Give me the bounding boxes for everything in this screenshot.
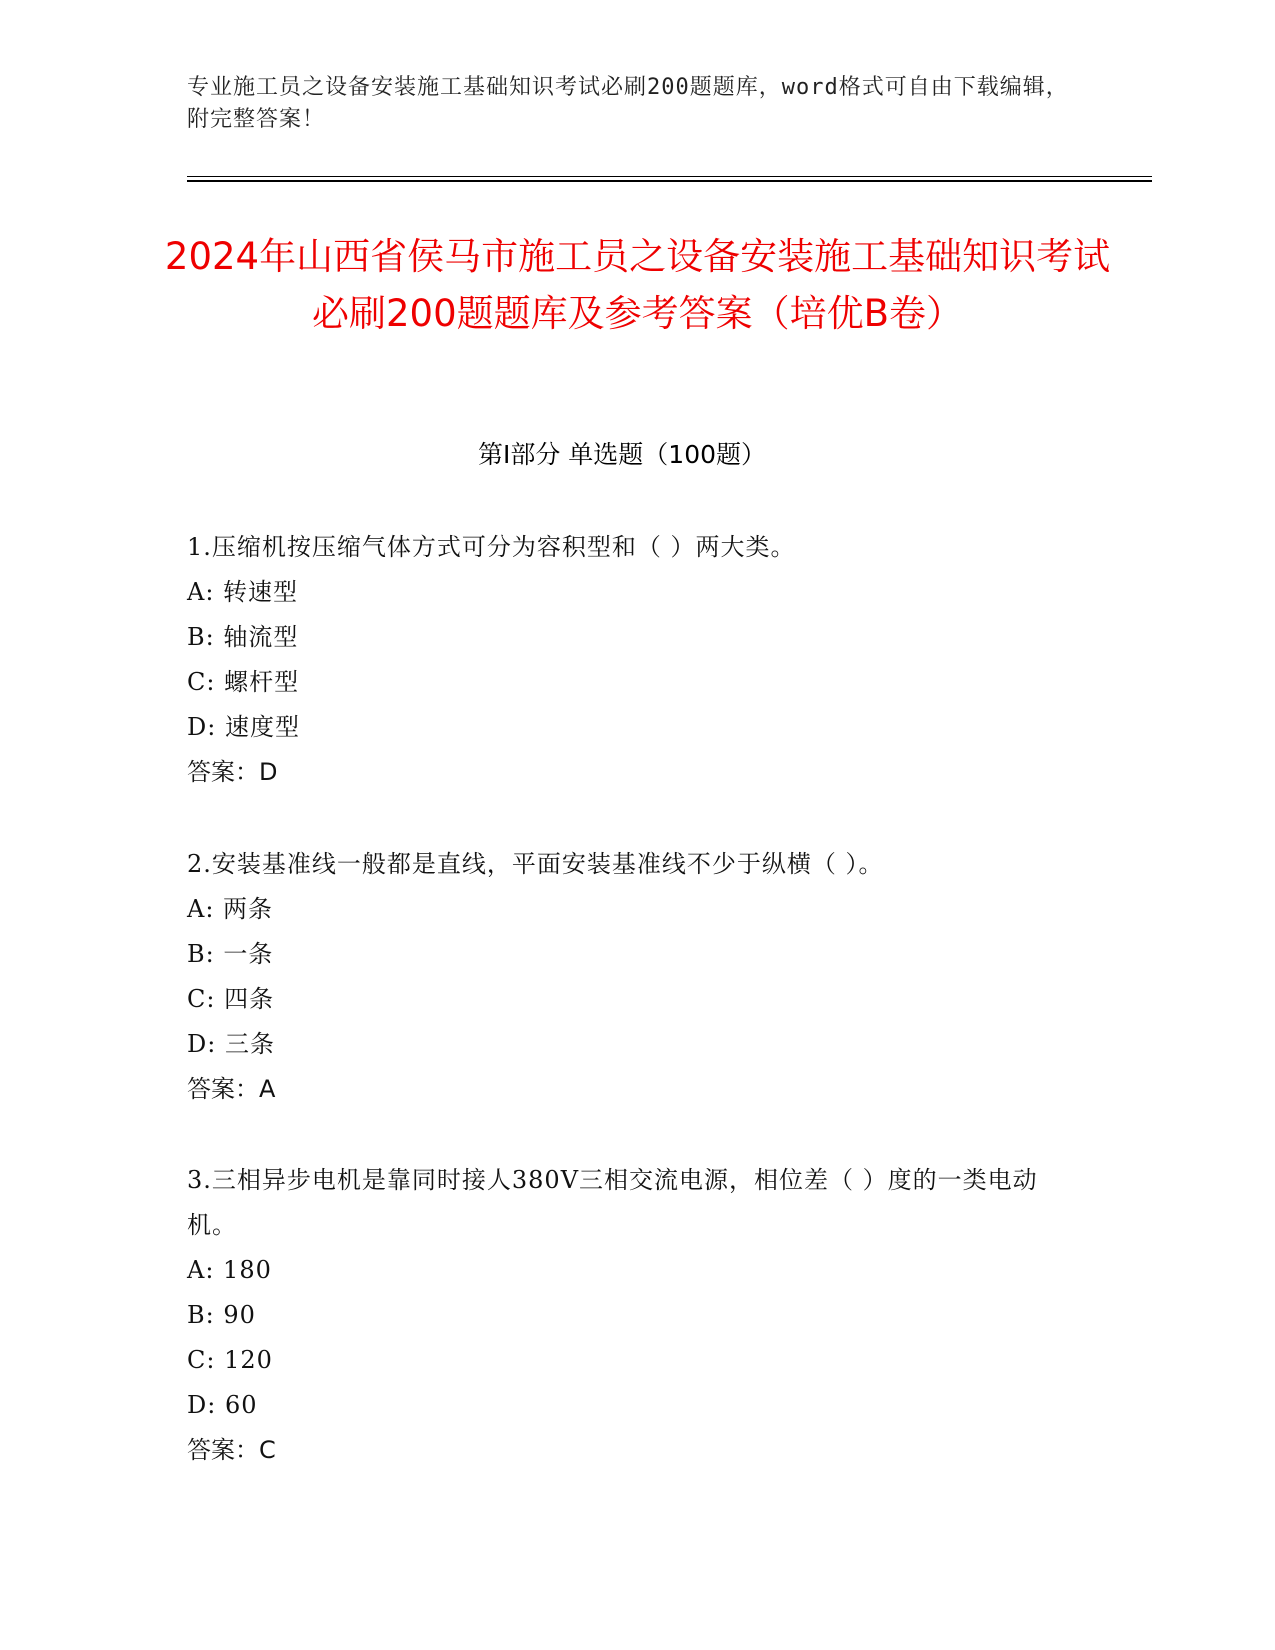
option-a: A: 180 <box>187 1256 272 1284</box>
question-stem: 2.安装基准线一般都是直线，平面安装基准线不少于纵横（ ）。 <box>187 850 884 878</box>
question-1 <box>187 525 1067 795</box>
answer: 答案：D <box>187 758 278 786</box>
option-b: B: 轴流型 <box>187 623 299 651</box>
option-a: A: 转速型 <box>187 578 299 606</box>
section-title: 第Ⅰ部分 单选题（100题） <box>477 440 767 469</box>
question-stem: 1.压缩机按压缩气体方式可分为容积型和（ ）两大类。 <box>187 533 796 561</box>
question-stem: 3.三相异步电机是靠同时接人380V三相交流电源，相位差（ ）度的一类电动机。 <box>187 1166 1038 1239</box>
question-2 <box>187 842 1067 1112</box>
header-divider-thin <box>187 176 1152 177</box>
answer: 答案：C <box>187 1436 276 1464</box>
option-c: C: 螺杆型 <box>187 668 300 696</box>
option-d: D: 速度型 <box>187 713 300 741</box>
option-b: B: 90 <box>187 1301 256 1329</box>
option-b: B: 一条 <box>187 940 274 968</box>
header-note: 专业施工员之设备安装施工基础知识考试必刷200题题库，word格式可自由下载编辑，附完整答案！ <box>187 75 1069 132</box>
option-c: C: 四条 <box>187 985 275 1013</box>
question-3 <box>187 1158 1067 1473</box>
document-title: 2024年山西省侯马市施工员之设备安装施工基础知识考试必刷200题题库及参考答案（培优B卷） <box>164 235 1111 335</box>
option-d: D: 三条 <box>187 1030 275 1058</box>
option-d: D: 60 <box>187 1391 258 1419</box>
option-a: A: 两条 <box>187 895 274 923</box>
header-divider-thick <box>187 180 1152 182</box>
option-c: C: 120 <box>187 1346 273 1374</box>
answer: 答案：A <box>187 1075 276 1103</box>
